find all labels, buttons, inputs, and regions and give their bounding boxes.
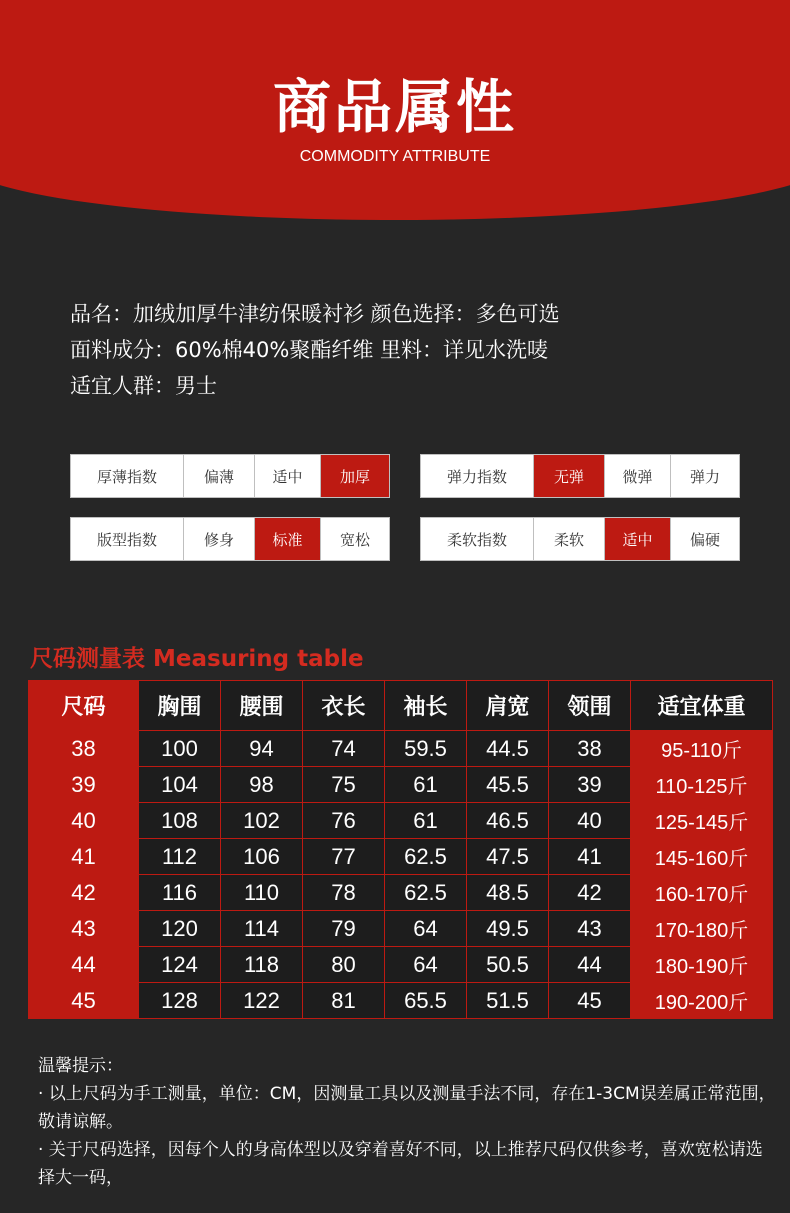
weight-cell: 180-190斤: [631, 947, 773, 983]
tips: [38, 1052, 778, 1192]
size-cell: 40: [29, 803, 139, 839]
table-row: [29, 983, 773, 1019]
index-fit: [70, 517, 390, 561]
table-row: [29, 803, 773, 839]
table-cell: 64: [385, 911, 467, 947]
index-label: 柔软指数: [446, 530, 507, 549]
info-line-target: 适宜人群：男士: [70, 374, 217, 398]
index-label: 厚薄指数: [96, 467, 157, 486]
index-softness: [420, 517, 740, 561]
weight-cell: 170-180斤: [631, 911, 773, 947]
table-cell: 41: [549, 839, 631, 875]
table-cell: 50.5: [467, 947, 549, 983]
table-row: [29, 839, 773, 875]
measuring-table-title: 尺码测量表 Measuring table: [30, 646, 364, 672]
table-cell: 94: [221, 731, 303, 767]
table-cell: 39: [549, 767, 631, 803]
product-info: [70, 296, 560, 404]
table-cell: 74: [303, 731, 385, 767]
index-option: 标准: [254, 518, 320, 560]
weight-cell: 125-145斤: [631, 803, 773, 839]
header-waist: 腰围: [221, 681, 303, 731]
index-option: 弹力: [670, 455, 739, 497]
table-cell: 46.5: [467, 803, 549, 839]
table-cell: 79: [303, 911, 385, 947]
table-cell: 122: [221, 983, 303, 1019]
size-cell: 42: [29, 875, 139, 911]
size-cell: 41: [29, 839, 139, 875]
table-cell: 44.5: [467, 731, 549, 767]
header-length: 衣长: [303, 681, 385, 731]
header-size: 尺码: [29, 681, 139, 731]
info-line-name-color: 品名：加绒加厚牛津纺保暖衬衫 颜色选择：多色可选: [70, 302, 560, 326]
table-cell: 64: [385, 947, 467, 983]
table-cell: 38: [549, 731, 631, 767]
index-thickness: [70, 454, 390, 498]
table-cell: 42: [549, 875, 631, 911]
table-cell: 100: [139, 731, 221, 767]
table-cell: 80: [303, 947, 385, 983]
table-header-row: [29, 681, 773, 731]
table-cell: 110: [221, 875, 303, 911]
tips-paragraph-2: · 关于尺码选择，因每个人的身高体型以及穿着喜好不同，以上推荐尺码仅供参考，喜欢宽松请选择大一码，: [38, 1140, 763, 1188]
table-cell: 81: [303, 983, 385, 1019]
table-cell: 98: [221, 767, 303, 803]
index-elasticity: [420, 454, 740, 498]
header-collar: 领围: [549, 681, 631, 731]
table-row: [29, 911, 773, 947]
index-option: 适中: [254, 455, 320, 497]
table-cell: 78: [303, 875, 385, 911]
tips-title: 温馨提示：: [38, 1056, 123, 1076]
table-cell: 45.5: [467, 767, 549, 803]
size-cell: 45: [29, 983, 139, 1019]
table-cell: 62.5: [385, 875, 467, 911]
table-cell: 49.5: [467, 911, 549, 947]
index-option: 偏薄: [183, 455, 254, 497]
weight-cell: 110-125斤: [631, 767, 773, 803]
measuring-table: [28, 680, 773, 1019]
weight-cell: 95-110斤: [631, 731, 773, 767]
index-label: 弹力指数: [446, 467, 507, 486]
table-cell: 77: [303, 839, 385, 875]
table-cell: 112: [139, 839, 221, 875]
index-label: 版型指数: [96, 530, 157, 549]
table-cell: 114: [221, 911, 303, 947]
table-cell: 44: [549, 947, 631, 983]
table-cell: 106: [221, 839, 303, 875]
index-option: 微弹: [604, 455, 670, 497]
table-cell: 118: [221, 947, 303, 983]
table-cell: 120: [139, 911, 221, 947]
index-option: 修身: [183, 518, 254, 560]
table-cell: 116: [139, 875, 221, 911]
table-cell: 62.5: [385, 839, 467, 875]
table-cell: 102: [221, 803, 303, 839]
weight-cell: 145-160斤: [631, 839, 773, 875]
size-cell: 39: [29, 767, 139, 803]
table-cell: 65.5: [385, 983, 467, 1019]
table-row: [29, 947, 773, 983]
table-cell: 59.5: [385, 731, 467, 767]
header-chest: 胸围: [139, 681, 221, 731]
table-row: [29, 875, 773, 911]
table-cell: 45: [549, 983, 631, 1019]
table-cell: 76: [303, 803, 385, 839]
header-sleeve: 袖长: [385, 681, 467, 731]
index-option: 适中: [604, 518, 670, 560]
table-cell: 48.5: [467, 875, 549, 911]
index-option: 偏硬: [670, 518, 739, 560]
page-title: 商品属性: [272, 73, 517, 141]
size-cell: 44: [29, 947, 139, 983]
table-row: [29, 767, 773, 803]
table-cell: 75: [303, 767, 385, 803]
table-cell: 61: [385, 803, 467, 839]
table-cell: 61: [385, 767, 467, 803]
table-cell: 128: [139, 983, 221, 1019]
table-cell: 51.5: [467, 983, 549, 1019]
header-weight: 适宜体重: [631, 681, 773, 731]
weight-cell: 160-170斤: [631, 875, 773, 911]
info-line-fabric: 面料成分：60%棉40%聚酯纤维 里料：详见水洗唛: [70, 338, 549, 362]
table-cell: 47.5: [467, 839, 549, 875]
index-option: 无弹: [533, 455, 604, 497]
table-row: [29, 731, 773, 767]
table-cell: 124: [139, 947, 221, 983]
weight-cell: 190-200斤: [631, 983, 773, 1019]
table-cell: 40: [549, 803, 631, 839]
size-cell: 38: [29, 731, 139, 767]
tips-paragraph-1: · 以上尺码为手工测量，单位：CM，因测量工具以及测量手法不同，存在1-3CM误差属正常范围，敬请谅解。: [38, 1084, 776, 1132]
table-cell: 104: [139, 767, 221, 803]
table-cell: 108: [139, 803, 221, 839]
header-shoulder: 肩宽: [467, 681, 549, 731]
page-subtitle: COMMODITY ATTRIBUTE: [299, 148, 491, 165]
size-cell: 43: [29, 911, 139, 947]
index-option: 宽松: [320, 518, 389, 560]
table-cell: 43: [549, 911, 631, 947]
index-option: 柔软: [533, 518, 604, 560]
index-option: 加厚: [320, 455, 389, 497]
